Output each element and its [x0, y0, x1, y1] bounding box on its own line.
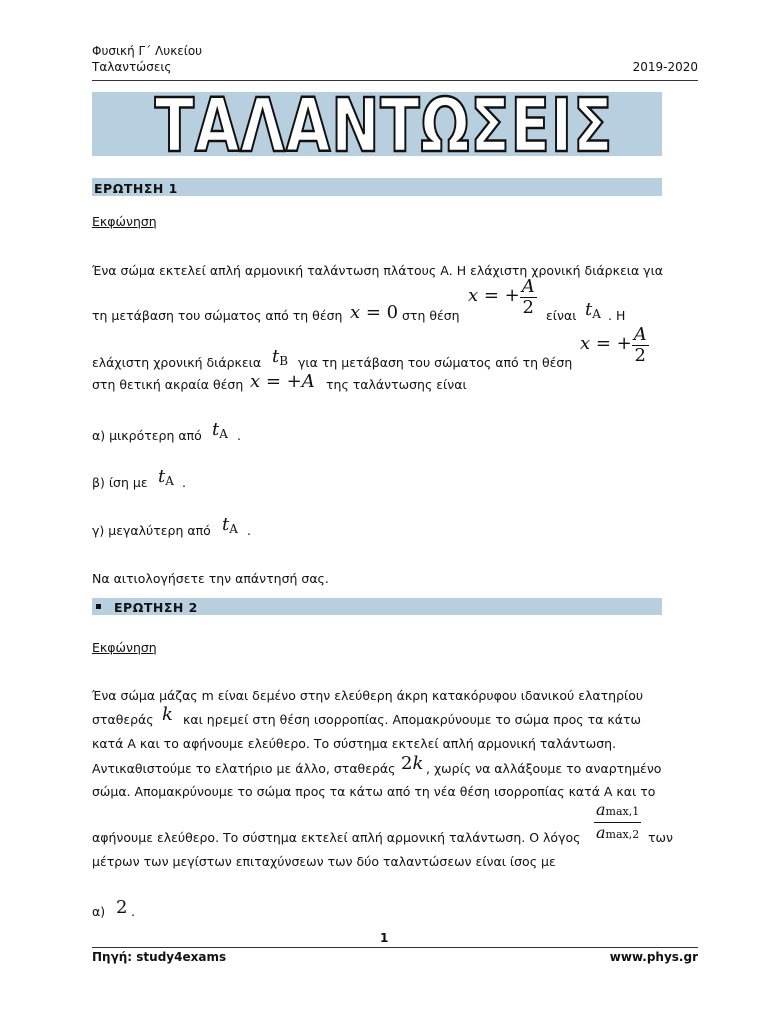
q1-line2d: . Η: [608, 308, 626, 323]
page-number: 1: [380, 931, 389, 945]
math-k: k: [162, 704, 173, 725]
header-subject: Φυσική Γ΄ Λυκείου: [92, 44, 203, 58]
header-year: 2019-2020: [632, 60, 698, 74]
q1-label: Εκφώνηση: [92, 214, 157, 229]
q2-heading: ΕΡΩΤΗΣΗ 2: [114, 600, 198, 615]
header-topic: Ταλαντώσεις: [92, 60, 172, 74]
math-tB: $t_B$: [272, 346, 289, 368]
header-rule: [92, 80, 698, 81]
q1-option-a: α) μικρότερη από: [92, 428, 202, 443]
q2-line5: σώμα. Απομακρύνουμε το σώμα προς τα κάτω από τη νέα θέση ισορροπίας κατά Α και το: [92, 784, 656, 799]
q1-option-c-dot: .: [247, 523, 251, 538]
q2-line1: Ένα σώμα μάζας m είναι δεμένο στην ελεύθερη άκρη κατακόρυφου ιδανικού ελατηρίου: [92, 688, 644, 703]
q1-heading: ΕΡΩΤΗΣΗ 1: [94, 181, 178, 196]
footer-rule: [92, 947, 698, 948]
q1-option-b: β) ίση με: [92, 475, 148, 490]
math-x-equals-A: x = +A: [250, 371, 315, 392]
math-tA: $t_A$: [585, 299, 601, 321]
q2-line7: μέτρων των μεγίστων επιταχύνσεων των δύο ταλαντώσεων είναι ίσος με: [92, 854, 556, 869]
math-tA-b: $t_A$: [158, 466, 174, 488]
math-2k: 2k: [401, 753, 424, 774]
title-banner: [92, 92, 662, 156]
math-x-equals-half-A-2: x = + $\frac{A}{2}$: [580, 324, 647, 366]
bullet-icon: [96, 604, 101, 609]
q1-option-a-dot: .: [237, 428, 241, 443]
q2-line4a: Αντικαθιστούμε το ελατήριο με άλλο, σταθεράς: [92, 761, 396, 776]
q2-option-a: α): [92, 904, 106, 919]
q2-line4b: , χωρίς να αλλάξουμε το αναρτημένο: [426, 761, 662, 776]
q1-option-c: γ) μεγαλύτερη από: [92, 523, 211, 538]
q1-line4a: στη θετική ακραία θέση: [92, 377, 244, 392]
q1-line3a: ελάχιστη χρονική διάρκεια: [92, 355, 262, 370]
page-title: ΤΑΛΑΝΤΩΣΕΙΣ: [154, 92, 614, 156]
q2-line3: κατά Α και το αφήνουμε ελεύθερο. Το σύστημα εκτελεί απλή αρμονική ταλάντωση.: [92, 736, 617, 751]
q2-option-a-dot: .: [131, 904, 135, 919]
q1-justify: Να αιτιολογήσετε την απάντησή σας.: [92, 571, 329, 586]
footer-source: Πηγή: study4exams: [92, 950, 227, 964]
math-tA-c: $t_A$: [222, 514, 238, 536]
q1-line1: Ένα σώμα εκτελεί απλή αρμονική ταλάντωση πλάτους Α. Η ελάχιστη χρονική διάρκεια για: [92, 263, 664, 278]
footer-site[interactable]: www.phys.gr: [609, 950, 698, 964]
q2-label: Εκφώνηση: [92, 640, 157, 655]
q1-option-b-dot: .: [182, 475, 186, 490]
q2-line2a: σταθεράς: [92, 712, 154, 727]
math-x-equals-half-A: x = + $\frac{A}{2}$: [468, 276, 535, 318]
q2-line6b: των: [648, 830, 673, 845]
q1-line2a: τη μετάβαση του σώματος από τη θέση: [92, 308, 343, 323]
math-amax-ratio: $\frac{amax,1}{amax,2}$: [596, 800, 640, 842]
q1-line4b: της ταλάντωσης είναι: [326, 377, 467, 392]
q1-line2c: είναι: [546, 308, 577, 323]
q2-line2b: και ηρεμεί στη θέση ισορροπίας. Απομακρύνουμε το σώμα προς τα κάτω: [183, 712, 641, 727]
math-x-equals-zero: x = 0: [350, 302, 399, 323]
q2-line6a: αφήνουμε ελεύθερο. Το σύστημα εκτελεί απλή αρμονική ταλάντωση. Ο λόγος: [92, 830, 581, 845]
math-tA-a: $t_A$: [212, 419, 228, 441]
math-two: 2: [116, 897, 128, 918]
q1-line3b: για τη μετάβαση του σώματος από τη θέση: [298, 355, 573, 370]
q1-line2b: στη θέση: [402, 308, 460, 323]
